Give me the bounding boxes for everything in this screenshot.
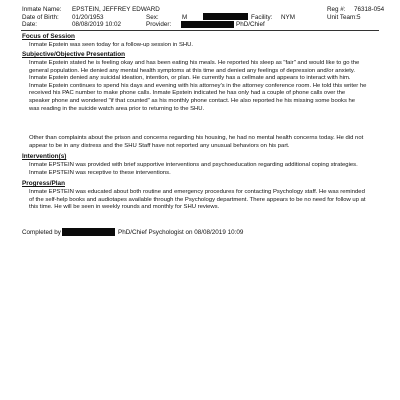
provider-label: Provider: [146,21,172,28]
facility-label: Facility: [251,13,273,21]
inmate-name-value: EPSTEIN, JEFFREY EDWARD [72,6,160,13]
completed-by-label: Completed by [22,229,61,236]
subjective-paragraph-1: Inmate Epstein stated he is feeling okay and has been eating his meals. He reported his sleep as "fair" and would like to go the general population. He denied any mental health symptoms at this time and denied any feelings of depression and/or anxiety. Inmate Epstein denied any suicidal ideation, intention, or plan. He currently has a cellmate and appears to interact with him. Inmate Epstein continues to spend his days and evening with his attorney's in the attorney conference room. He told this writer he received his PAC number to make phone calls. Inmate Epstein indicated he has only had a couple of phone calls over the speaker phone and wondered "if that counted" as his monthly phone contact. He also reported he his missing some books he was reading in the suicide watch area prior to returning to the SHU. [29,60,367,112]
subjective-paragraph-2: Other than complaints about the prison and concerns regarding his housing, he had no mental health concerns today. He did not appear to be in any distress and the SHU Staff have not reported any unusual behaviors on his part. [29,135,364,149]
header-divider [21,30,379,31]
inmate-name-label: Inmate Name: [22,6,62,13]
facility-value: NYM [281,13,295,21]
reg-label: Reg #: [327,6,346,13]
completed-by-detail: PhD/Chief Psychologist on 08/08/2019 10:09 [118,229,244,236]
redaction-block [203,13,248,20]
sex-value: M [182,13,188,21]
progress-text: Inmate EPSTEIN was educated about both routine and emergency procedures for contacting Psychology staff. He was reminded of the self-help books and audiotapes available through the Psychology department. There appears to be no need for follow up at this time. He will be seen in weekly rounds and monthly for SHU reviews. [29,189,366,211]
progress-heading: Progress/Plan [22,180,65,187]
unit-team-label: Unit Team: [327,13,357,21]
interventions-text: Inmate EPSTEIN was provided with brief supportive interventions and psychoeducation regarding additional coping strategies. Inmate EPSTEIN was receptive to these interventions. [29,162,358,176]
date-label: Date: [22,21,38,28]
focus-text: Inmate Epstein was seen today for a follow-up session in SHU. [29,42,194,48]
date-value: 08/08/2019 10:02 [72,21,122,28]
redaction-block [62,228,115,236]
reg-value: 76318-054 [354,6,385,13]
dob-value: 01/20/1953 [72,13,104,21]
provider-title: PhD/Chief [236,21,265,28]
dob-label: Date of Birth: [22,13,59,21]
subjective-heading: Subjective/Objective Presentation [22,51,125,58]
interventions-heading: Intervention(s) [22,153,67,160]
unit-team-value: 5 [357,13,361,21]
sex-label: Sex: [146,13,159,21]
focus-heading: Focus of Session [22,33,75,40]
redaction-block [181,21,234,28]
